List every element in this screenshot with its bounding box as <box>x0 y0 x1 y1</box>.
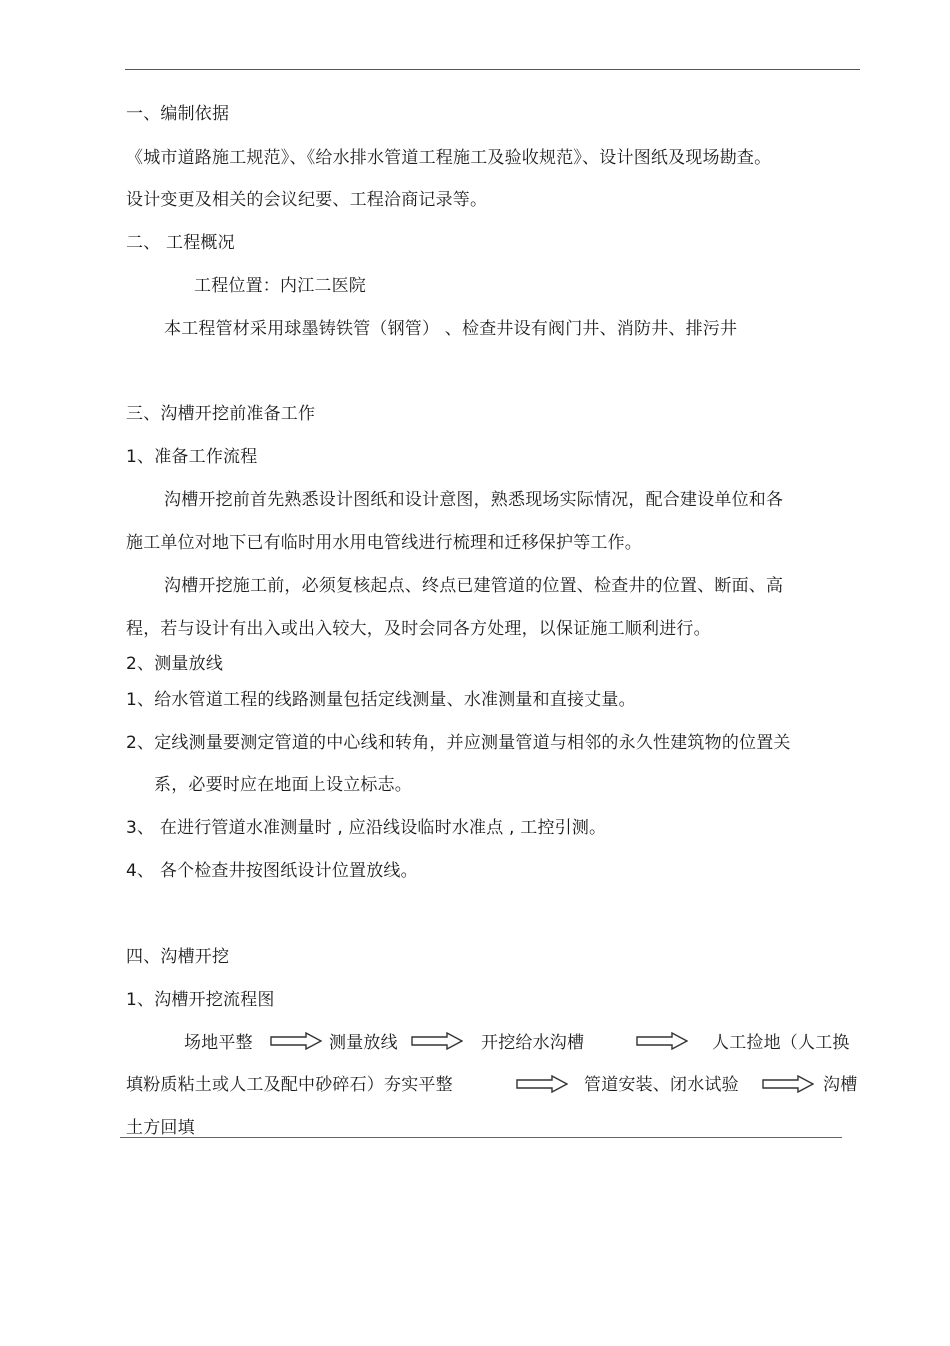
prep-paragraph-1-cont: 施工单位对地下已有临时用水用电管线进行梳理和迁移保护等工作。 <box>126 533 642 553</box>
section-2-heading: 二、 工程概况 <box>126 233 235 253</box>
prep-paragraph-2: 沟槽开挖施工前，必须复核起点、终点已建管道的位置、检查井的位置、断面、高 <box>164 576 784 596</box>
section-1-paragraph-cont: 设计变更及相关的会议纪要、工程洽商记录等。 <box>126 190 488 210</box>
section-3-heading: 三、沟槽开挖前准备工作 <box>126 404 316 424</box>
pipe-material-text: 本工程管材采用球墨铸铁管（钢管） 、检查井设有阀门井、消防井、排污井 <box>164 319 738 339</box>
red-underline <box>120 1137 842 1138</box>
flow-step-survey: 测量放线 <box>329 1033 398 1053</box>
section-4-heading: 四、沟槽开挖 <box>126 947 230 967</box>
flow-step-excavate: 开挖给水沟槽 <box>481 1033 585 1053</box>
flow-arrow-icon <box>411 1032 463 1050</box>
subsection-trench-flowchart: 1、沟槽开挖流程图 <box>126 990 275 1010</box>
survey-item-1: 1、给水管道工程的线路测量包括定线测量、水准测量和直接丈量。 <box>126 690 636 710</box>
project-location: 工程位置：内江二医院 <box>194 276 366 296</box>
flow-step-backfill: 沟槽 <box>823 1075 858 1095</box>
survey-item-4: 4、 各个检查井按图纸设计位置放线。 <box>126 861 418 881</box>
subsection-prep-process: 1、准备工作流程 <box>126 447 258 467</box>
header-rule <box>125 69 860 70</box>
flow-arrow-icon <box>762 1075 814 1093</box>
survey-item-2-cont: 系，必要时应在地面上设立标志。 <box>154 775 412 795</box>
section-1-paragraph: 《城市道路施工规范》、《给水排水管道工程施工及验收规范》、设计图纸及现场勘查。 <box>126 148 772 168</box>
survey-item-3: 3、 在进行管道水准测量时 , 应沿线设临时水准点 , 工控引测。 <box>126 818 607 838</box>
prep-paragraph-1: 沟槽开挖前首先熟悉设计图纸和设计意图，熟悉现场实际情况，配合建设单位和各 <box>164 490 784 510</box>
flow-step-site-leveling: 场地平整 <box>184 1033 253 1053</box>
flow-step-manual-leveling: 人工捡地（人工换 <box>712 1033 850 1053</box>
section-1-heading: 一、编制依据 <box>126 104 230 124</box>
subsection-survey: 2、测量放线 <box>126 654 224 674</box>
flow-step-pipe-install: 管道安装、闭水试验 <box>584 1075 739 1095</box>
flow-step-backfill-cont: 土方回填 <box>126 1118 195 1138</box>
flow-arrow-icon <box>270 1032 322 1050</box>
prep-paragraph-2-cont: 程，若与设计有出入或出入较大，及时会同各方处理，以保证施工顺利进行。 <box>126 619 711 639</box>
survey-item-2: 2、定线测量要测定管道的中心线和转角，并应测量管道与相邻的永久性建筑物的位置关 <box>126 733 791 753</box>
flow-step-manual-leveling-cont: 填粉质粘土或人工及配中砂碎石）夯实平整 <box>126 1075 453 1095</box>
flow-arrow-icon <box>516 1075 568 1093</box>
flow-arrow-icon <box>636 1032 688 1050</box>
